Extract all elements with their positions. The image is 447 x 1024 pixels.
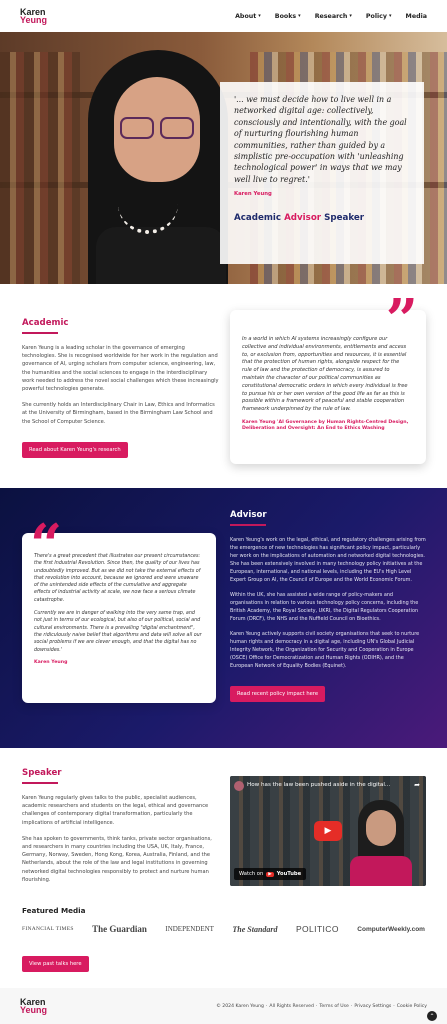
glasses-icon (120, 117, 194, 137)
footer-logo-line1: Karen (20, 997, 46, 1007)
footer-logo-line2: Yeung (20, 1005, 48, 1015)
role-speaker: Speaker (324, 213, 365, 224)
logo-line1: Karen (20, 7, 46, 17)
speaker-face (366, 810, 396, 846)
video-title: How has the law been pushed aside in the digital... (247, 782, 391, 788)
youtube-label: YouTube (276, 871, 302, 877)
read-research-button[interactable]: Read about Karen Yeung's research (22, 442, 128, 458)
advisor-quote-text-2: Currently we are in danger of walking into the very same trap, and not just in terms of our ecological, but also of our political, social and cultural environments. There is a prevailing "digital enchantment", the ridiculously naive belief that algorithms and data will solve all our social problems if we are clever enough, and that the digital has no downsides.' (34, 611, 202, 653)
heading-rule (22, 782, 58, 784)
role-academic: Academic (234, 213, 282, 224)
youtube-video-embed[interactable] (230, 776, 426, 886)
footer-links: © 2024 Karen Yeung · All Rights Reserved · Terms of Use · Privacy Settings · Cookie Policy (216, 1003, 427, 1009)
speaker-heading: Speaker (22, 768, 62, 778)
logo-guardian: The Guardian (92, 923, 147, 934)
hero-banner (0, 32, 447, 284)
academic-paragraph-2: She currently holds an Interdisciplinary Chair in Law, Ethics and Informatics at the University of Birmingham, based in the Birmingham Law School and the School of Computer Science. (22, 402, 215, 425)
footer (0, 988, 447, 1024)
advisor-paragraph-3: Karen Yeung actively supports civil society organisations that seek to nurture human rights and democracy in a digital age, including UN's Global Judicial Integrity Network, the Organization for Security and Cooperation in Europe (OSCE) Office for Democratization and Human Rights (ODIHR), and the European Network of Equality Bodies (Equinet). (230, 631, 420, 669)
chevron-down-icon: ▾ (298, 13, 301, 19)
play-icon: ▶ (324, 825, 332, 836)
academic-heading: Academic (22, 318, 69, 328)
portrait-jacket (96, 227, 226, 284)
youtube-icon: ▶ (268, 871, 272, 877)
academic-quote-attribution: Karen Yeung 'AI Governance by Human Rights-Centred Design, Deliberation and Oversight: An End to Ethics Washing (242, 419, 409, 432)
academic-quote-text: In a world in which AI systems increasingly configure our collective and individual environments, entitlements and access to, or exclusion from, opportunities and resources, it is essential that the protection of human rights, alongside respect for the rule of law and the protection of democracy, is assured to maintain the character of our political communities as constitutional democratic orders in which every individual is free to pursue his or her own version of the good life as far as this is possible within a framework of peaceful and stable cooperation framework underpinned by the rule of law. (242, 336, 408, 413)
advisor-paragraph-1: Karen Yeung's work on the legal, ethical, and regulatory challenges arising from the emergence of new technologies has significant policy impact, particularly her work on the implications of automation and networked digital technologies. She has been extensively involved in many technology policy initiatives at the European, international, and national levels, including the EU's High Level Expert Group on AI, the Council of Europe and the World Economic Forum. (230, 537, 426, 583)
logo-financial-times: FINANCIAL TIMES (22, 926, 74, 932)
advisor-section (0, 488, 447, 748)
speaker-paragraph-2: She has spoken to governments, think tanks, private sector organisations, and researchers in many countries including the USA, UK, Italy, France, Germany, Norway, Sweden, Hong Kong, Korea, Australia, Finland, and the Netherlands, about the role of the law and legal institutions in governing networked digital technologies responsibly to protect and nurture human flourishing. (22, 835, 212, 883)
speaker-top (350, 856, 412, 886)
chevron-down-icon: ▾ (258, 13, 261, 19)
advisor-quote-text-1: There's a great precedent that illustrates our present circumstances: the first Industrial Revolution. Since then, the quality of our lives has undoubtedly improved. But as we did not take the external effects of that revolution into account, because we ignored and were unaware of the unintended side effects of the cumulative and aggregate effects of industrial activity at scale, we now face a serious climate catastrophe. (34, 554, 201, 603)
quote-mark-icon: “ (30, 512, 63, 578)
chevron-down-icon: ▾ (349, 13, 352, 19)
watch-on-label: Watch on (239, 871, 264, 877)
main-menu (235, 13, 427, 20)
logo-line2: Yeung (20, 15, 48, 25)
featured-media-heading: Featured Media (22, 906, 86, 915)
quote-mark-icon: ” (385, 287, 418, 353)
nav-item-books[interactable]: Books ▾ (274, 12, 301, 20)
hero-roles (234, 213, 410, 223)
past-talks-button[interactable]: View past talks here (22, 956, 89, 972)
footer-logo[interactable] (20, 998, 47, 1014)
hero-attribution: Karen Yeung (234, 191, 272, 198)
heading-rule (230, 524, 266, 526)
chevron-down-icon: ▾ (389, 13, 392, 19)
advisor-heading: Advisor (230, 510, 267, 520)
channel-avatar (234, 781, 244, 791)
play-button[interactable] (314, 821, 342, 841)
role-advisor: Advisor (284, 213, 322, 224)
academic-paragraph-1: Karen Yeung is a leading scholar in the governance of emerging technologies. She is recognised worldwide for her work in the regulation and governance of AI, urging scholars from computer science, engineering, law, the humanities and the social sciences to engage in the interdisciplinary work needed to address the novel social challenges which these increasingly powerful technologies generate. (22, 345, 219, 393)
hero-quote: '... we must decide how to live well in a networked digital age: collectively, consciously and intentionally, with the goal of nurturing flourishing human communities, rather than guided by a simplistic pre-occupation with 'unleashing technological power' in ways that we may well live to regret.' (234, 95, 407, 184)
policy-impact-button[interactable]: Read recent policy impact here (230, 686, 325, 702)
bookshelf-books-left (0, 52, 80, 284)
hero-quote-card (220, 82, 424, 264)
logo-standard: The Standard (232, 924, 278, 934)
academic-quote-card (230, 287, 426, 464)
nav-item-media[interactable]: Media (405, 12, 427, 20)
logo-computer-weekly: ComputerWeekly.com (357, 925, 425, 933)
advisor-paragraph-2: Within the UK, she has assisted a wide range of policy-makers and organisations in relation to various technology policy concerns, including the British Academy, the Royal Society, UKRI, the Digital Regulators Cooperation Forum (DRCF), the NHS and the Nuffield Council on Bioethics. (230, 592, 419, 622)
copyright: © 2024 Karen Yeung (216, 1003, 264, 1009)
terms-link[interactable]: Terms of Use (319, 1003, 349, 1009)
share-icon[interactable]: ➦ (414, 781, 420, 789)
media-logos (0, 924, 447, 934)
privacy-link[interactable]: Privacy Settings (354, 1003, 392, 1009)
scroll-top-icon[interactable]: ⌃ (427, 1011, 437, 1021)
rights-text: All Rights Reserved (269, 1003, 314, 1009)
heading-rule (22, 332, 58, 334)
nav-item-about[interactable]: About ▾ (235, 12, 261, 20)
advisor-quote-card (22, 512, 216, 703)
academic-section (0, 284, 447, 488)
advisor-quote-attribution: Karen Yeung (34, 659, 68, 665)
logo-independent: INDEPENDENT (165, 925, 214, 933)
top-nav (0, 0, 447, 32)
nav-item-research[interactable]: Research ▾ (314, 12, 352, 20)
nav-item-policy[interactable]: Policy ▾ (365, 12, 392, 20)
watch-on-youtube[interactable] (234, 868, 306, 880)
logo[interactable] (20, 8, 47, 24)
speaker-paragraph-1: Karen Yeung regularly gives talks to the public, specialist audiences, academic researchers and students on the legal, ethical and governance challenges of contemporary digital transformation, particularly the implications of artificial intelligence. (22, 795, 209, 826)
cookie-link[interactable]: Cookie Policy (396, 1003, 427, 1009)
logo-politico: POLITICO (295, 924, 339, 934)
